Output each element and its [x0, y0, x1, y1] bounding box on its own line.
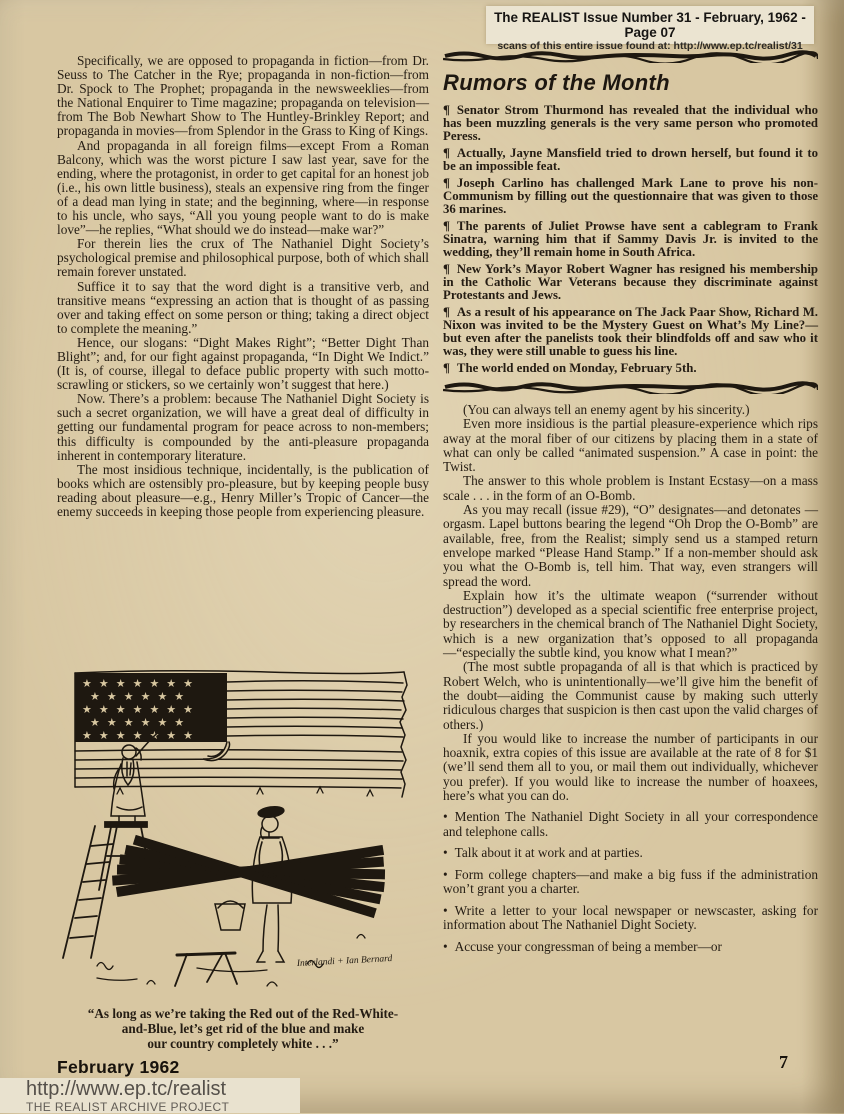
right-column — [443, 50, 818, 954]
flag-stars — [82, 678, 200, 742]
wavy-divider-icon — [443, 381, 818, 394]
article-paragraph: Explain how it’s the ultimate weapon (“surrender without destruction”) developed as a special scientific free enterprise project, by researchers in the chemical branch of The Nathaniel Dight Society, which is a new organization that’s opposed to all propaganda—“especially the subtle kind, you know what I mean?” — [443, 587, 818, 661]
archive-url: http://www.ep.tc/realist — [26, 1078, 227, 1100]
caption-line: and-Blue, let’s get rid of the blue and make — [121, 1021, 365, 1037]
bullet-icon: • — [443, 845, 448, 861]
cartoon-illustration — [57, 666, 429, 996]
svg-text:★★★★★★: ★★★★★★ — [90, 717, 192, 729]
rumors-title: Rumors of the Month — [443, 70, 670, 95]
pilcrow-icon: ¶ — [443, 262, 450, 276]
left-column — [57, 54, 429, 519]
article-paragraph: Suffice it to say that the word dight is a transitive verb, and transitive means “expressing an action that is thought of as passing over and taking effect on some person or thing; taking a direct object to complete the meaning.” — [57, 278, 429, 336]
archive-project-name: THE REALIST ARCHIVE PROJECT — [26, 1100, 230, 1114]
cartoon-caption — [57, 1006, 429, 1052]
bucket-icon — [215, 901, 245, 930]
bullet-item: • Accuse your congressman of being a member—or — [443, 938, 722, 954]
article-paragraph: (The most subtle propaganda of all is that which is practiced by Robert Welch, who is unintentionally—we’ll give him the benefit of the doubt—aiding the Communist cause by making such utterly ridiculous charges that suspicion is then cast upon the valid charges of others.) — [443, 659, 818, 732]
caption-line: our country completely white . . .” — [147, 1036, 339, 1052]
header-box — [486, 6, 814, 52]
article-paragraph: The answer to this whole problem is Instant Ecstasy—on a mass scale . . . in the form of an O-Bomb. — [443, 473, 818, 503]
caption-line: “As long as we’re taking the Red out of the Red-White- — [87, 1006, 399, 1021]
stripes-bundle — [112, 835, 385, 918]
pilcrow-icon: ¶ — [443, 305, 450, 319]
svg-text:★★★★★★: ★★★★★★ — [90, 691, 192, 703]
article-paragraph: If you would like to increase the number of participants in our hoaxnik, extra copies of this issue are available at the rate of 8 for $1 (we’ll send them all to you, or mail them out individually, whichever you prefer). If you would like to increase the number of hoaxees, here’s what you can do. — [443, 730, 818, 804]
rumor-item: ¶ As a result of his appearance on The Jack Paar Show, Richard M. Nixon was invited to be the Mystery Guest on What’s My Line?—but even after the panelists took their blindfolds off and saw who it was, they were still unable to guess his line. — [443, 305, 818, 358]
rumor-item: ¶ New York’s Mayor Robert Wagner has resigned his membership in the Catholic War Veterans because they discriminate against Protestants and Jews. — [443, 262, 818, 302]
pilcrow-icon: ¶ — [443, 146, 450, 160]
rumor-item: ¶ Joseph Carlino has challenged Mark Lane to prove his non-Communism by filling out the questionnaire that was given to those 36 marines. — [443, 176, 818, 216]
header-title: The REALIST Issue Number 31 - February, 1962 - Page 07 — [494, 10, 806, 40]
article-paragraph: Specifically, we are opposed to propaganda in fiction—from Dr. Seuss to The Catcher in the Rye; propaganda in non-fiction—from Dr. Spock to The Prophet; propaganda in the newsweeklies—from the National Enquirer to Time magazine; propaganda on television—from The Bob Newhart Show to The Huntley-Brinkley Report; and propaganda in movies—from Splendor in the Grass to King of Kings. — [57, 53, 429, 139]
article-continuation — [443, 403, 818, 803]
flag-cartoon-drawing — [57, 666, 429, 996]
rumor-item: ¶ Senator Strom Thurmond has revealed that the individual who has been muzzling generals is the very same person who promoted Peress. — [443, 103, 818, 143]
bullet-item: • Mention The Nathaniel Dight Society in all your correspondence and telephone calls. — [443, 809, 818, 839]
pilcrow-icon: ¶ — [443, 176, 450, 190]
article-paragraph: The most insidious technique, incidentally, is the publication of books which are ostensibly pro-pleasure, but by keeping people busy reading about pleasure—e.g., Henry Miller’s Tropic of Cancer—the enemy succeeds in keeping those people from experiencing pleasure. — [57, 461, 429, 519]
pilcrow-icon: ¶ — [443, 103, 450, 117]
bullet-item: • Form college chapters—and make a big fuss if the administration won’t grant you a charter. — [443, 866, 818, 897]
action-list — [443, 810, 818, 954]
article-paragraph: Hence, our slogans: “Dight Makes Right”; “Better Dight Than Blight”; and, for our fight against propaganda, “In Dight We Indict.” (It is, of course, illegal to deface public property with such motto-scrawling or stickers, so we certainly won’t suggest that here.) — [57, 334, 429, 393]
svg-text:★★★★★★★: ★★★★★★★ — [82, 678, 201, 690]
bullet-icon: • — [443, 866, 448, 882]
bullet-item: • Talk about it at work and at parties. — [443, 845, 643, 861]
rumor-item: ¶ The world ended on Monday, February 5th. — [443, 361, 697, 375]
flag-peeled-corner — [203, 742, 230, 761]
archive-box — [0, 1078, 300, 1113]
bullet-item: • Write a letter to your local newspaper or newscaster, asking for information about The Nathaniel Dight Society. — [443, 902, 818, 933]
rumor-item: ¶ Actually, Jayne Mansfield tried to drown herself, but found it to be an impossible feat. — [443, 146, 818, 173]
article-paragraph: (You can always tell an enemy agent by his sincerity.) — [463, 402, 750, 417]
footer-date: February 1962 — [57, 1057, 180, 1077]
bullet-icon: • — [443, 902, 448, 918]
pilcrow-icon: ¶ — [443, 361, 450, 375]
article-paragraph: For therein lies the crux of The Nathaniel Dight Society’s psychological premise and philosophical purpose, both of which shall remain forever unstated. — [57, 236, 429, 280]
svg-text:★★★★★★★: ★★★★★★★ — [82, 704, 201, 716]
header-subtitle: scans of this entire issue found at: http://www.ep.tc/realist/31 — [497, 40, 803, 52]
page-number: 7 — [779, 1052, 788, 1072]
svg-text:★★★★★★★: ★★★★★★★ — [82, 730, 201, 742]
pilcrow-icon: ¶ — [443, 219, 450, 233]
wavy-divider-icon — [443, 50, 818, 63]
rumor-item: ¶ The parents of Juliet Prowse have sent a cablegram to Frank Sinatra, warning him that if Sammy Davis Jr. is invited to the wedding, they’ll remain home in South Africa. — [443, 219, 818, 259]
bullet-icon: • — [443, 809, 448, 825]
article-paragraph: Even more insidious is the partial pleasure-experience which rips away at the moral fiber of our citizens by placing them in a state of what can only be called “animated suspension.” A case in point: the Twist. — [443, 416, 818, 475]
bullet-icon: • — [443, 938, 448, 954]
article-paragraph: Now. There’s a problem: because The Nathaniel Dight Society is such a secret organization, we will have a great deal of difficulty in getting our fundamental program for peace across to non-members; this difficulty is compounded by the anti-pleasure propaganda inherent in contemporary literature. — [57, 391, 429, 463]
article-paragraph: And propaganda in all foreign films—except From a Roman Balcony, which was the worst picture I saw last year, save for the ending, where the protagonist, in order to get capital for an honest job (i.e., his own little business), steals an expensive ring from the finger of a dead man lying in state; and the beginning, where—in response to his uncle, who says, “All you young people want to do is make love”—he replies, “What should we do instead—make war?” — [57, 137, 429, 238]
cartoon-signature: Interlandi + Ian Bernard — [296, 954, 393, 969]
article-paragraph: As you may recall (issue #29), “O” designates—and detonates — orgasm. Lapel buttons bearing the legend “Oh Drop the O-Bomb” are available, free, from the Realist; simply send us a stamped return envelope marked “Please Hand Stamp.” If a non-member should ask you what the O-Bomb is, tell him. That way, even strangers will spread the word. — [443, 502, 818, 589]
